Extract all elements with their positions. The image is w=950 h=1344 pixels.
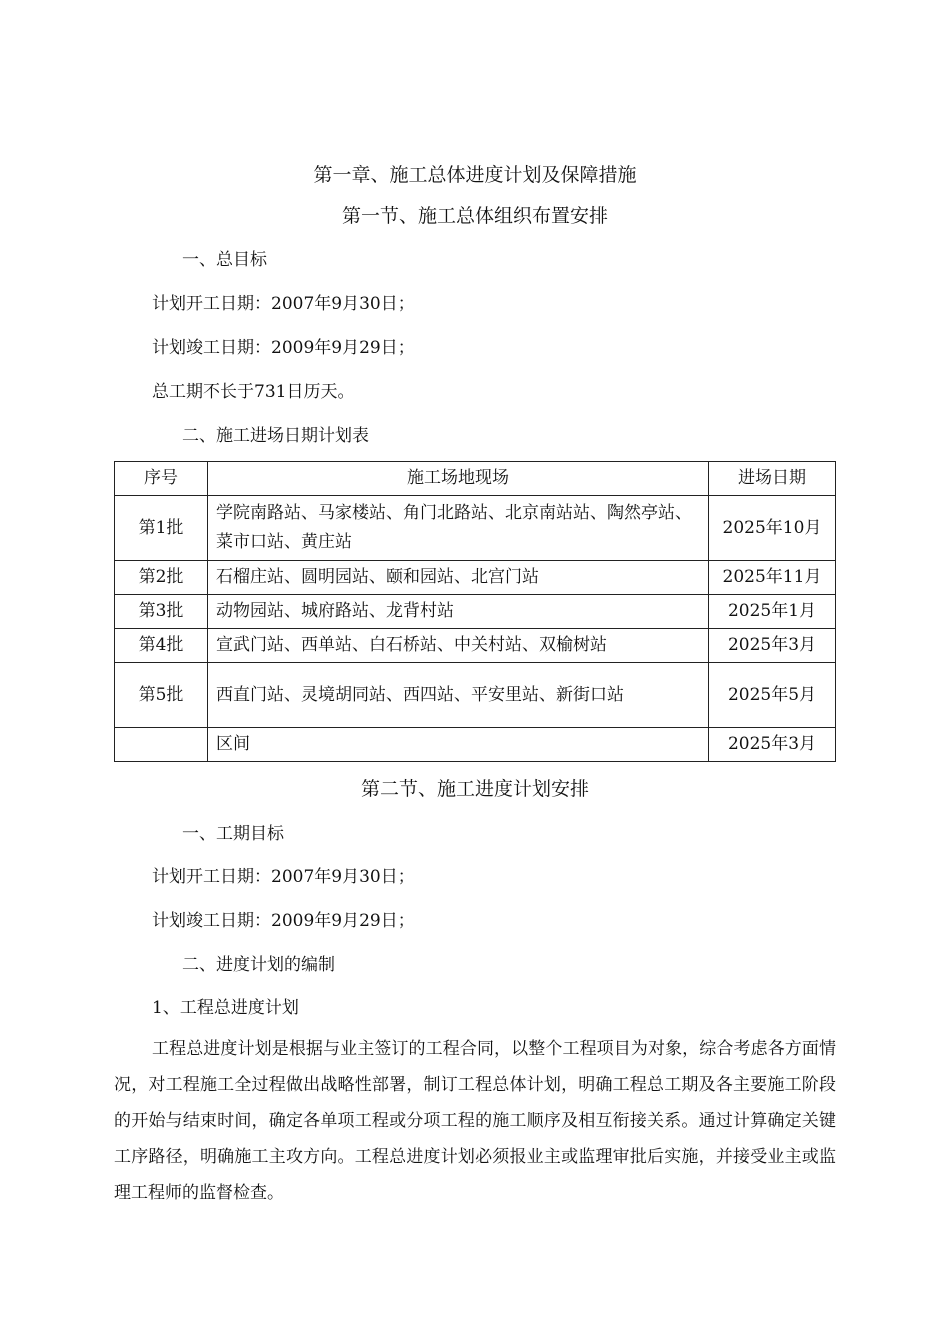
table-row [115, 595, 836, 629]
table-row [115, 728, 836, 762]
batch-cell [115, 728, 208, 762]
section-2-goal-heading: 一、工期目标 [182, 824, 284, 844]
section-1-table-heading: 二、施工进场日期计划表 [182, 426, 369, 446]
section-1-end-date: 计划竣工日期：2009年9月29日； [152, 338, 415, 358]
master-schedule-paragraph: 工程总进度计划是根据与业主签订的工程合同，以整个工程项目为对象，综合考虑各方面情况，对工程施工全过程做出战略性部署，制订工程总体计划，明确工程总工期及各主要施工阶段的开始与结束时间，确定各单项工程或分项工程的施工顺序及相互衔接关系。通过计算确定关键工序路径，明确施工主攻方向。工程总进度计划必须报业主或监理审批后实施，并接受业主或监理工程师的监督检查。 [114, 1039, 836, 1203]
sites-cell: 宣武门站、西单站、白石桥站、中关村站、双榆树站 [208, 629, 709, 663]
batch-cell: 第5批 [115, 663, 208, 728]
date-cell: 2025年11月 [709, 561, 836, 595]
section-1-goal-heading: 一、总目标 [182, 250, 267, 270]
date-cell: 2025年3月 [709, 629, 836, 663]
sites-cell: 石榴庄站、圆明园站、颐和园站、北宫门站 [208, 561, 709, 595]
date-cell: 2025年5月 [709, 663, 836, 728]
section-2-compile-heading: 二、进度计划的编制 [182, 955, 335, 975]
batch-cell: 第1批 [115, 496, 208, 561]
table-header-cell: 序号 [115, 462, 208, 496]
section-1-title: 第一节、施工总体组织布置安排 [341, 205, 608, 227]
sites-cell: 动物园站、城府路站、龙背村站 [208, 595, 709, 629]
table-row [115, 629, 836, 663]
table-row [115, 663, 836, 728]
site-entry-schedule-table [114, 461, 836, 762]
section-1-start-date: 计划开工日期：2007年9月30日； [152, 294, 415, 314]
table-header-cell: 施工场地现场 [208, 462, 709, 496]
table-header-row [115, 462, 836, 496]
sites-cell: 西直门站、灵境胡同站、西四站、平安里站、新街口站 [208, 663, 709, 728]
chapter-title: 第一章、施工总体进度计划及保障措施 [313, 164, 637, 186]
table-header-cell: 进场日期 [709, 462, 836, 496]
section-2-title: 第二节、施工进度计划安排 [360, 778, 589, 800]
table-row [115, 561, 836, 595]
table-row [115, 496, 836, 561]
batch-cell: 第3批 [115, 595, 208, 629]
section-2-sub-heading: 1、工程总进度计划 [152, 998, 299, 1018]
sites-cell: 区间 [208, 728, 709, 762]
date-cell: 2025年3月 [709, 728, 836, 762]
section-1-duration: 总工期不长于731日历天。 [152, 382, 355, 402]
date-cell: 2025年1月 [709, 595, 836, 629]
date-cell: 2025年10月 [709, 496, 836, 561]
batch-cell: 第4批 [115, 629, 208, 663]
batch-cell: 第2批 [115, 561, 208, 595]
section-2-end-date: 计划竣工日期：2009年9月29日； [152, 911, 415, 931]
section-2-start-date: 计划开工日期：2007年9月30日； [152, 867, 415, 887]
sites-cell: 学院南路站、马家楼站、角门北路站、北京南站站、陶然亭站、菜市口站、黄庄站 [208, 496, 709, 561]
